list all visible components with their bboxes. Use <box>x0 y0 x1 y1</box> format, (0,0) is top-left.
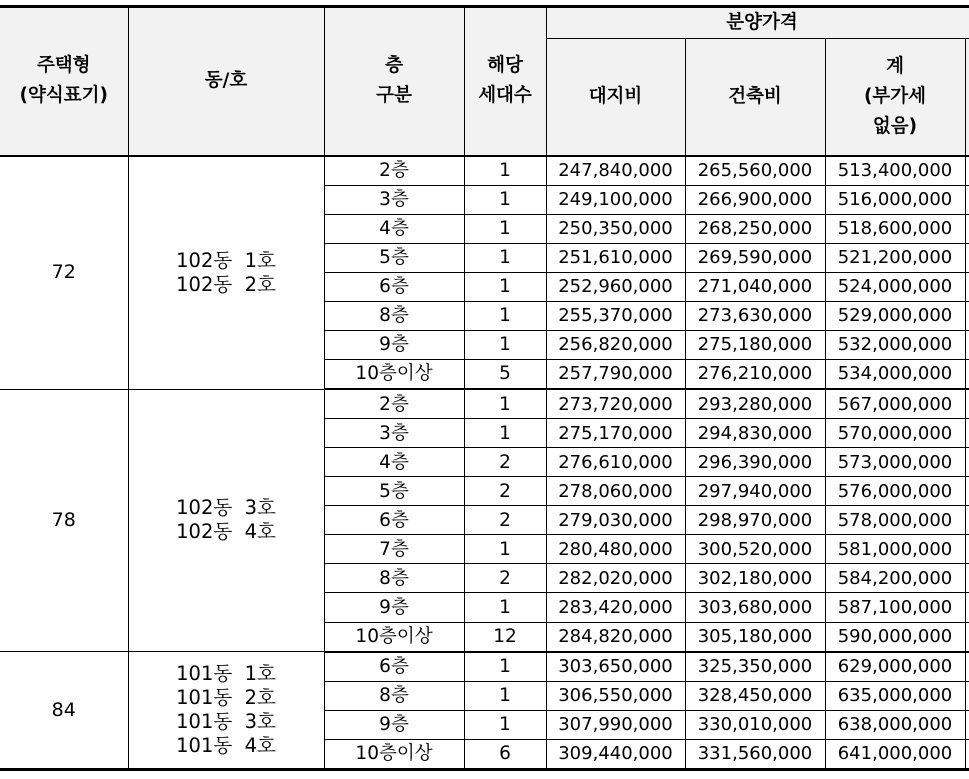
land-price-cell: 307,990,000 <box>546 710 685 739</box>
header-floor-line-1: 층 <box>385 55 403 77</box>
floor-cell: 2층 <box>324 389 464 419</box>
land-price-cell: 309,440,000 <box>546 739 685 769</box>
units-cell: 1 <box>464 156 546 186</box>
table-header <box>0 7 969 156</box>
building-price-cell: 297,940,000 <box>685 477 825 506</box>
extra-cell <box>965 535 969 564</box>
floor-cell: 3층 <box>324 419 464 448</box>
header-dong-ho: 동/호 <box>128 7 324 156</box>
floor-cell: 10층이상 <box>324 622 464 652</box>
floor-cell: 9층 <box>324 710 464 739</box>
floor-cell: 8층 <box>324 301 464 330</box>
dong-ho-line: 102동 2호 <box>176 272 276 296</box>
land-price-cell: 306,550,000 <box>546 681 685 710</box>
building-price-cell: 268,250,000 <box>685 214 825 243</box>
building-price-cell: 276,210,000 <box>685 359 825 389</box>
dong-ho-line: 102동 4호 <box>176 520 276 544</box>
total-price-cell: 581,000,000 <box>825 535 965 564</box>
floor-cell: 5층 <box>324 477 464 506</box>
land-price-cell: 250,350,000 <box>546 214 685 243</box>
land-price-cell: 252,960,000 <box>546 272 685 301</box>
units-cell: 6 <box>464 739 546 769</box>
units-cell: 1 <box>464 243 546 272</box>
land-price-cell: 257,790,000 <box>546 359 685 389</box>
floor-cell: 9층 <box>324 593 464 622</box>
units-cell: 2 <box>464 477 546 506</box>
building-price-cell: 331,560,000 <box>685 739 825 769</box>
extra-cell <box>965 593 969 622</box>
total-price-cell: 638,000,000 <box>825 710 965 739</box>
floor-cell: 6층 <box>324 272 464 301</box>
total-price-cell: 590,000,000 <box>825 622 965 652</box>
extra-cell <box>965 330 969 359</box>
units-cell: 1 <box>464 185 546 214</box>
total-price-cell: 518,600,000 <box>825 214 965 243</box>
type-cell: 72 <box>0 156 128 390</box>
header-units-line-1: 해당 <box>487 55 523 77</box>
building-price-cell: 269,590,000 <box>685 243 825 272</box>
land-price-cell: 249,100,000 <box>546 185 685 214</box>
building-price-cell: 300,520,000 <box>685 535 825 564</box>
units-cell: 1 <box>464 301 546 330</box>
type-cell: 84 <box>0 652 128 770</box>
units-cell: 2 <box>464 564 546 593</box>
units-cell: 12 <box>464 622 546 652</box>
header-building: 건축비 <box>685 39 825 156</box>
building-price-cell: 325,350,000 <box>685 652 825 682</box>
land-price-cell: 280,480,000 <box>546 535 685 564</box>
header-extra-column <box>965 39 969 156</box>
units-cell: 2 <box>464 448 546 477</box>
table-body <box>0 156 969 770</box>
total-price-cell: 532,000,000 <box>825 330 965 359</box>
land-price-cell: 256,820,000 <box>546 330 685 359</box>
header-price-group: 분양가격 <box>546 7 969 39</box>
building-price-cell: 275,180,000 <box>685 330 825 359</box>
floor-cell: 5층 <box>324 243 464 272</box>
table-row <box>0 156 969 186</box>
units-cell: 1 <box>464 593 546 622</box>
building-price-cell: 266,900,000 <box>685 185 825 214</box>
total-price-cell: 524,000,000 <box>825 272 965 301</box>
units-cell: 1 <box>464 681 546 710</box>
dong-ho-line: 101동 3호 <box>176 710 276 734</box>
extra-cell <box>965 156 969 186</box>
dong-ho-line: 101동 4호 <box>176 734 276 758</box>
extra-cell <box>965 506 969 535</box>
land-price-cell: 282,020,000 <box>546 564 685 593</box>
land-price-cell: 255,370,000 <box>546 301 685 330</box>
header-floor-line-2: 구분 <box>376 85 412 107</box>
extra-cell <box>965 739 969 769</box>
table-row <box>0 652 969 682</box>
dong-ho-line: 101동 2호 <box>176 686 276 710</box>
units-cell: 1 <box>464 330 546 359</box>
total-price-cell: 584,200,000 <box>825 564 965 593</box>
building-price-cell: 330,010,000 <box>685 710 825 739</box>
total-price-cell: 641,000,000 <box>825 739 965 769</box>
extra-cell <box>965 389 969 419</box>
building-price-cell: 271,040,000 <box>685 272 825 301</box>
dong-ho-cell <box>128 389 324 652</box>
land-price-cell: 284,820,000 <box>546 622 685 652</box>
total-price-cell: 635,000,000 <box>825 681 965 710</box>
header-units <box>464 7 546 156</box>
extra-cell <box>965 710 969 739</box>
extra-cell <box>965 419 969 448</box>
floor-cell: 10층이상 <box>324 739 464 769</box>
land-price-cell: 303,650,000 <box>546 652 685 682</box>
dong-ho-cell <box>128 652 324 770</box>
header-total <box>825 39 965 156</box>
floor-cell: 9층 <box>324 330 464 359</box>
total-price-cell: 521,200,000 <box>825 243 965 272</box>
header-land: 대지비 <box>546 39 685 156</box>
total-price-cell: 587,100,000 <box>825 593 965 622</box>
building-price-cell: 296,390,000 <box>685 448 825 477</box>
floor-cell: 6층 <box>324 652 464 682</box>
header-type-line-1: 주택형 <box>36 55 91 77</box>
total-price-cell: 573,000,000 <box>825 448 965 477</box>
type-cell: 78 <box>0 389 128 652</box>
extra-cell <box>965 564 969 593</box>
floor-cell: 8층 <box>324 564 464 593</box>
header-type <box>0 7 128 156</box>
header-total-line-1: 계 <box>886 55 904 77</box>
extra-cell <box>965 214 969 243</box>
total-price-cell: 578,000,000 <box>825 506 965 535</box>
dong-ho-line: 102동 3호 <box>176 496 276 520</box>
land-price-cell: 247,840,000 <box>546 156 685 186</box>
dong-ho-line: 101동 1호 <box>176 662 276 686</box>
units-cell: 1 <box>464 214 546 243</box>
land-price-cell: 273,720,000 <box>546 389 685 419</box>
extra-cell <box>965 622 969 652</box>
units-cell: 1 <box>464 419 546 448</box>
total-price-cell: 576,000,000 <box>825 477 965 506</box>
total-price-cell: 516,000,000 <box>825 185 965 214</box>
floor-cell: 4층 <box>324 214 464 243</box>
total-price-cell: 567,000,000 <box>825 389 965 419</box>
extra-cell <box>965 477 969 506</box>
total-price-cell: 534,000,000 <box>825 359 965 389</box>
dong-ho-cell <box>128 156 324 390</box>
header-total-line-2: (부가세 <box>863 85 927 107</box>
units-cell: 1 <box>464 272 546 301</box>
extra-cell <box>965 448 969 477</box>
extra-cell <box>965 652 969 682</box>
building-price-cell: 305,180,000 <box>685 622 825 652</box>
header-type-line-2: (약식표기) <box>19 85 108 107</box>
units-cell: 1 <box>464 389 546 419</box>
extra-cell <box>965 681 969 710</box>
floor-cell: 4층 <box>324 448 464 477</box>
floor-cell: 6층 <box>324 506 464 535</box>
floor-cell: 8층 <box>324 681 464 710</box>
floor-cell: 3층 <box>324 185 464 214</box>
building-price-cell: 303,680,000 <box>685 593 825 622</box>
extra-cell <box>965 359 969 389</box>
building-price-cell: 328,450,000 <box>685 681 825 710</box>
units-cell: 1 <box>464 710 546 739</box>
floor-cell: 10층이상 <box>324 359 464 389</box>
floor-cell: 7층 <box>324 535 464 564</box>
total-price-cell: 513,400,000 <box>825 156 965 186</box>
floor-cell: 2층 <box>324 156 464 186</box>
extra-cell <box>965 243 969 272</box>
land-price-cell: 251,610,000 <box>546 243 685 272</box>
extra-cell <box>965 301 969 330</box>
building-price-cell: 298,970,000 <box>685 506 825 535</box>
building-price-cell: 273,630,000 <box>685 301 825 330</box>
total-price-cell: 570,000,000 <box>825 419 965 448</box>
land-price-cell: 283,420,000 <box>546 593 685 622</box>
units-cell: 1 <box>464 535 546 564</box>
table-row <box>0 389 969 419</box>
total-price-cell: 629,000,000 <box>825 652 965 682</box>
units-cell: 2 <box>464 506 546 535</box>
header-floor <box>324 7 464 156</box>
land-price-cell: 276,610,000 <box>546 448 685 477</box>
building-price-cell: 293,280,000 <box>685 389 825 419</box>
extra-cell <box>965 272 969 301</box>
building-price-cell: 294,830,000 <box>685 419 825 448</box>
total-price-cell: 529,000,000 <box>825 301 965 330</box>
land-price-cell: 275,170,000 <box>546 419 685 448</box>
units-cell: 1 <box>464 652 546 682</box>
land-price-cell: 278,060,000 <box>546 477 685 506</box>
building-price-cell: 302,180,000 <box>685 564 825 593</box>
price-table <box>0 5 969 771</box>
dong-ho-line: 102동 1호 <box>176 248 276 272</box>
units-cell: 5 <box>464 359 546 389</box>
header-total-line-3: 없음) <box>872 115 918 137</box>
building-price-cell: 265,560,000 <box>685 156 825 186</box>
extra-cell <box>965 185 969 214</box>
header-units-line-2: 세대수 <box>478 85 532 107</box>
land-price-cell: 279,030,000 <box>546 506 685 535</box>
